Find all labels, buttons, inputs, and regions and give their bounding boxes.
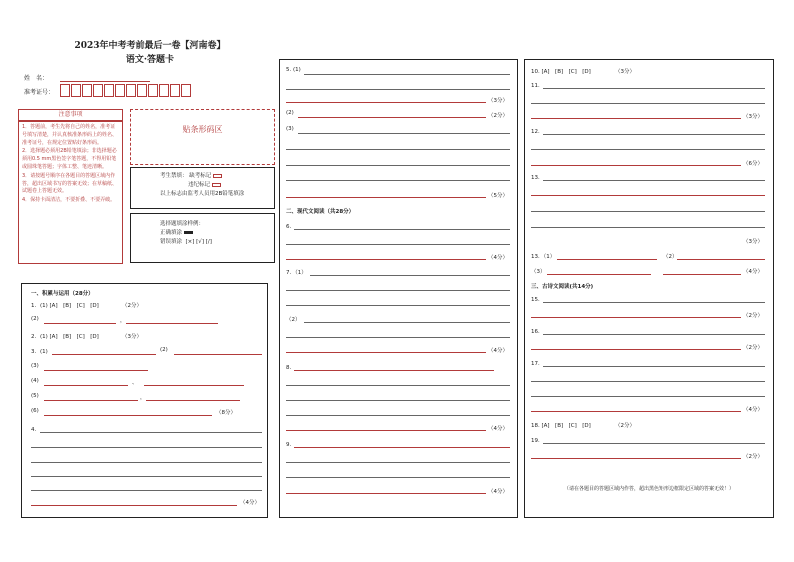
answer-line[interactable] — [286, 305, 510, 306]
answer-line[interactable] — [531, 411, 741, 412]
answer-line[interactable] — [294, 447, 510, 448]
q11-label: 11． — [531, 83, 544, 89]
notice-item: 1．答题前，考生先将自己的姓名，准考证号填写清楚，并认真核准条形码上的姓名、准考证号，在规定位置贴好条形码。 — [22, 124, 118, 146]
violation-mark-box[interactable] — [212, 183, 221, 187]
answer-line[interactable] — [286, 462, 510, 463]
q16-label: 16． — [531, 329, 544, 335]
answer-line[interactable] — [44, 415, 212, 416]
exam-subtitle: 语文·答题卡 — [125, 55, 175, 65]
q19-label: 19． — [531, 438, 544, 444]
answer-line[interactable] — [126, 323, 218, 324]
fill-example-box — [130, 213, 275, 263]
answer-line[interactable] — [286, 290, 510, 291]
answer-line[interactable] — [543, 134, 765, 135]
q18-label[interactable]: 18. [A] [B] [C] [D] — [531, 423, 591, 429]
q3-5-sep: ， — [140, 395, 146, 401]
answer-line[interactable] — [304, 322, 510, 323]
notice-item: 3．请按题号顺序在各题目的答题区域内作答，超出区域书写的答案无效；在草稿纸、试题卷上答题无效。 — [22, 172, 118, 195]
q13b-1-label: 13．（1） — [531, 254, 556, 260]
answer-line[interactable] — [286, 180, 510, 181]
answer-line[interactable] — [531, 195, 765, 196]
footer-note: （请在各题目的答题区域内作答，超出黑色矩形边框限定区域的答案无效！） — [563, 486, 734, 492]
q5-score3: （5分） — [488, 193, 508, 199]
section-one-panel — [21, 283, 268, 518]
absent-mark-label: 缺考标记 — [189, 173, 212, 179]
answer-line[interactable] — [144, 385, 244, 386]
q4-label: 4． — [31, 427, 40, 433]
answer-line[interactable] — [543, 366, 765, 367]
answer-line[interactable] — [44, 385, 128, 386]
q15-label: 15． — [531, 297, 544, 303]
notice-heading: 注意事项 — [18, 109, 123, 121]
answer-line[interactable] — [31, 490, 262, 491]
answer-line[interactable] — [294, 229, 510, 230]
answer-line[interactable] — [543, 302, 765, 303]
q3-score: （8分） — [216, 410, 236, 416]
answer-line[interactable] — [543, 180, 765, 181]
fill-example-title: 选择题填涂样例： — [160, 221, 205, 227]
exam-title: 2023年中考考前最后一卷【河南卷】 — [74, 41, 226, 51]
answer-line[interactable] — [531, 118, 741, 119]
absent-mark-box[interactable] — [213, 174, 222, 178]
answer-line[interactable] — [286, 415, 510, 416]
id-label: 准考证号： — [24, 89, 55, 96]
violation-mark-label: 违纪标记 — [188, 182, 211, 188]
q17-score: （4分） — [743, 407, 763, 413]
section-two-panel — [279, 59, 518, 518]
wrong-fill-samples: [×] [√] [/] — [185, 239, 212, 245]
answer-line[interactable] — [543, 443, 765, 444]
notice-body — [18, 121, 123, 264]
answer-line[interactable] — [44, 323, 116, 324]
q17-label: 17． — [531, 361, 544, 367]
wrong-fill-label: 错误填涂 — [160, 239, 183, 245]
answer-line[interactable] — [40, 432, 262, 433]
q5-3-label: (3) — [286, 126, 294, 132]
section-two-title: 二、现代文阅读（共28分） — [286, 209, 355, 215]
answer-line[interactable] — [286, 477, 510, 478]
q1-2-label: (2) — [31, 316, 39, 322]
answer-line[interactable] — [286, 102, 486, 103]
q4-score: （4分） — [240, 500, 260, 506]
q10-score: （3分） — [615, 69, 635, 75]
q3-2-label: (2) — [160, 347, 168, 353]
answer-line[interactable] — [52, 354, 156, 355]
answer-line[interactable] — [677, 259, 765, 260]
proctor-box — [130, 167, 275, 209]
answer-line[interactable] — [286, 89, 510, 90]
correct-fill-sample — [184, 231, 193, 234]
answer-line[interactable] — [298, 117, 486, 118]
q7-label: 7．（1） — [286, 270, 307, 276]
section-three-panel — [524, 59, 774, 518]
answer-line[interactable] — [286, 149, 510, 150]
q10-label[interactable]: 10. [A] [B] [C] [D] — [531, 69, 591, 75]
answer-line[interactable] — [286, 400, 510, 401]
answer-line[interactable] — [31, 447, 262, 448]
answer-line[interactable] — [286, 493, 486, 494]
answer-line[interactable] — [286, 385, 510, 386]
answer-line[interactable] — [310, 275, 510, 276]
q13-label: 13． — [531, 175, 544, 181]
answer-line[interactable] — [531, 165, 741, 166]
answer-line[interactable] — [531, 458, 741, 459]
q5-score1: （3分） — [488, 98, 508, 104]
q8-label: 8． — [286, 365, 295, 371]
answer-line[interactable] — [531, 317, 741, 318]
q5-score2: （2分） — [488, 113, 508, 119]
answer-line[interactable] — [531, 149, 765, 150]
q13-score: （3分） — [743, 239, 763, 245]
answer-line[interactable] — [174, 354, 262, 355]
answer-line[interactable] — [286, 430, 486, 431]
answer-line[interactable] — [286, 244, 510, 245]
answer-line[interactable] — [543, 88, 765, 89]
q13b-2-label: （2） — [663, 254, 678, 260]
answer-line[interactable] — [286, 197, 486, 198]
notice-item: 2．选择题必须用2B铅笔填涂；非选择题必须用0.5 mm黑色签字笔答题，不得用铅笔或圆珠笔答题；字体工整、笔迹清晰。 — [22, 148, 117, 170]
q3-4-sep: 、 — [132, 380, 138, 386]
answer-line[interactable] — [304, 74, 510, 75]
q3-5-label: (5) — [31, 393, 39, 399]
answer-line[interactable] — [298, 133, 510, 134]
q6-score: （4分） — [488, 255, 508, 261]
answer-line[interactable] — [146, 400, 240, 401]
q1-label[interactable]: 1．(1) [A] [B] [C] [D] — [31, 303, 99, 309]
q18-score: （2分） — [615, 423, 635, 429]
proctor-label: 考生禁填： — [160, 173, 188, 179]
q3-3-label: (3) — [31, 363, 39, 369]
answer-line[interactable] — [531, 227, 765, 228]
answer-line[interactable] — [286, 352, 486, 353]
answer-line[interactable] — [663, 274, 741, 275]
q19-score: （2分） — [743, 454, 763, 460]
answer-line[interactable] — [557, 259, 657, 260]
notice-item: 4．保持卡面清洁，不要折叠、不要弄破。 — [22, 197, 116, 204]
proctor-note: 以上标志由监考人员用2B铅笔填涂 — [160, 191, 245, 197]
q15-score: （2分） — [743, 313, 763, 319]
q11-score: （3分） — [743, 114, 763, 120]
answer-line[interactable] — [531, 349, 741, 350]
barcode-label: 贴条形码区 — [182, 125, 223, 134]
q3-1-label: 3．(1) — [31, 349, 48, 355]
answer-line[interactable] — [44, 370, 148, 371]
name-field[interactable] — [60, 81, 150, 82]
q13b-score: （4分） — [743, 269, 763, 275]
q7-2-label: （2） — [286, 317, 301, 323]
answer-line[interactable] — [286, 337, 510, 338]
answer-line[interactable] — [31, 462, 262, 463]
answer-line[interactable] — [531, 396, 765, 397]
q5-label: 5. (1) — [286, 67, 301, 73]
answer-line[interactable] — [531, 103, 765, 104]
q3-6-label: (6) — [31, 408, 39, 414]
answer-line[interactable] — [286, 259, 486, 260]
answer-line[interactable] — [294, 370, 494, 371]
section-three-title: 三、古诗文阅读(共14分) — [531, 284, 594, 290]
id-cells[interactable] — [60, 84, 192, 97]
q9-label: 9． — [286, 442, 295, 448]
q12-score: （6分） — [743, 161, 763, 167]
q9-score: （4分） — [488, 489, 508, 495]
answer-line[interactable] — [31, 476, 262, 477]
answer-line[interactable] — [547, 274, 651, 275]
q2-label[interactable]: 2．(1) [A] [B] [C] [D] — [31, 334, 99, 340]
q2-score: （3分） — [122, 334, 142, 340]
q13b-3-label: （3） — [531, 269, 546, 275]
section-one-title: 一、积累与运用（28分） — [31, 291, 94, 297]
answer-line[interactable] — [286, 165, 510, 166]
q8-score: （4分） — [488, 426, 508, 432]
barcode-area — [130, 109, 275, 165]
q3-4-label: (4) — [31, 378, 39, 384]
name-label: 姓 名： — [24, 75, 49, 82]
q12-label: 12． — [531, 129, 544, 135]
q16-score: （2分） — [743, 345, 763, 351]
correct-fill-label: 正确填涂 — [160, 230, 183, 236]
answer-line[interactable] — [531, 381, 765, 382]
q7-score: （4分） — [488, 348, 508, 354]
answer-line[interactable] — [31, 505, 237, 506]
q1-score: （2分） — [122, 303, 142, 309]
answer-line[interactable] — [44, 400, 138, 401]
answer-line[interactable] — [543, 334, 765, 335]
q6-label: 6． — [286, 224, 295, 230]
comma-sep: ， — [120, 318, 126, 324]
q5-2-label: (2) — [286, 110, 294, 116]
answer-line[interactable] — [531, 211, 765, 212]
